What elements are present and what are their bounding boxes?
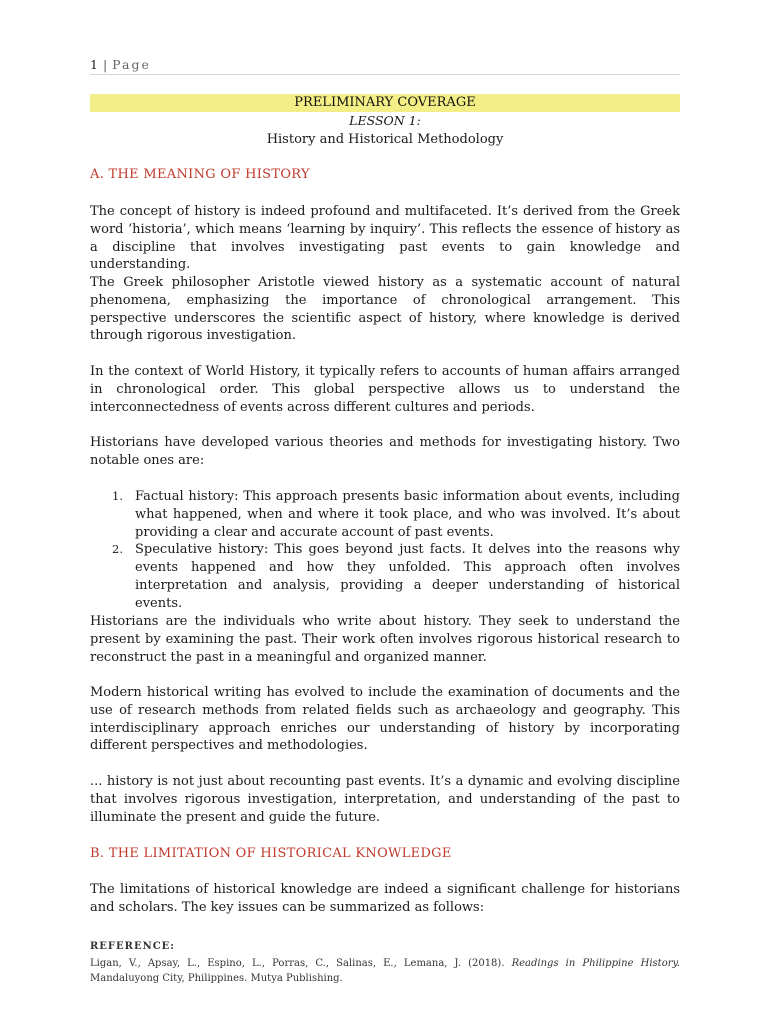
section-a-heading: A. THE MEANING OF HISTORY — [90, 167, 310, 182]
list-item — [90, 488, 680, 541]
list-number: 2. — [112, 542, 123, 557]
paragraph: The concept of history is indeed profound and multifaceted. It’s derived from the Greek word ‘historia’, which means ‘learning by inquiry’. This reflects the essence of history as a discipline that involves investigating past events to gain knowledge and understanding. — [90, 204, 680, 273]
header-divider — [90, 74, 680, 75]
reference-publisher: Mandaluyong City, Philippines. Mutya Publishing. — [90, 973, 343, 984]
reference-book-title: Readings in Philippine History. — [511, 958, 680, 969]
history-types-list — [90, 488, 680, 613]
reference-authors: Ligan, V., Apsay, L., Espino, L., Porras, C., Salinas, E., Lemana, J. (2018). — [90, 958, 512, 969]
page-header — [90, 57, 151, 72]
page-number: 1 — [90, 57, 99, 72]
list-number: 1. — [112, 489, 123, 503]
list-text: Factual history: This approach presents basic information about events, including what happened, when and where it took place, and who was involved. It’s about providing a clear and accurate account of past events. — [135, 489, 680, 540]
list-item — [90, 541, 680, 612]
list-text: Speculative history: This goes beyond just facts. It delves into the reasons why events happened and how they unfolded. This approach often involves interpretation and analysis, providing a deeper understanding of historical events. — [135, 542, 680, 611]
lesson-title: History and Historical Methodology — [266, 132, 504, 147]
paragraph: In the context of World History, it typically refers to accounts of human affairs arranged in chronological order. This global perspective allows us to understand the interconnectedness of events across different cultures and periods. — [90, 364, 680, 415]
coverage-banner: PRELIMINARY COVERAGE — [90, 94, 680, 112]
lesson-label: LESSON 1: — [349, 113, 421, 128]
paragraph: ... history is not just about recounting past events. It’s a dynamic and evolving discipline that involves rigorous investigation, interpretation, and understanding of the past to illuminate the present and guide the future. — [90, 774, 680, 825]
page-label: Page — [112, 57, 151, 72]
page-separator: | — [102, 57, 108, 72]
paragraph: Modern historical writing has evolved to include the examination of documents and the use of research methods from related fields such as archaeology and geography. This interdisciplinary approach enriches our understanding of history by incorporating different perspectives and methodologies. — [90, 685, 680, 754]
paragraph: Historians are the individuals who write about history. They seek to understand the present by examining the past. Their work often involves rigorous historical research to reconstruct the past in a meaningful and organized manner. — [90, 614, 680, 665]
paragraph: The limitations of historical knowledge are indeed a significant challenge for historians and scholars. The key issues can be summarized as follows: — [90, 882, 680, 915]
reference-label: REFERENCE: — [90, 941, 175, 952]
section-b-heading: B. THE LIMITATION OF HISTORICAL KNOWLEDGE — [90, 846, 452, 861]
paragraph: Historians have developed various theories and methods for investigating history. Two notable ones are: — [90, 435, 680, 468]
paragraph: The Greek philosopher Aristotle viewed history as a systematic account of natural phenomena, emphasizing the importance of chronological arrangement. This perspective underscores the scientific aspect of history, where knowledge is derived through rigorous investigation. — [90, 275, 680, 344]
reference-citation — [90, 956, 680, 986]
